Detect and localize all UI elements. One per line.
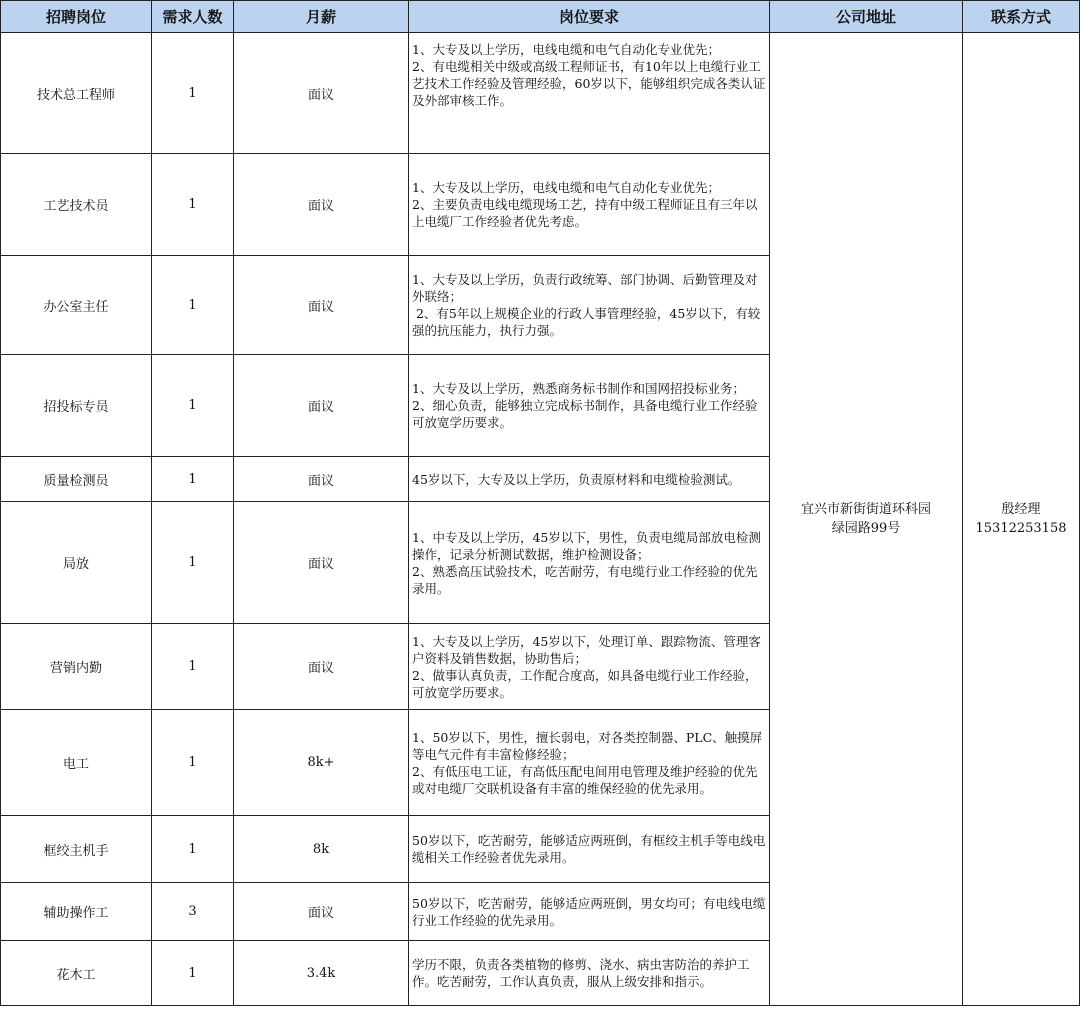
count-cell: 1 [152, 154, 234, 256]
header-count: 需求人数 [152, 1, 234, 33]
position-cell: 质量检测员 [1, 457, 152, 502]
salary-cell: 面议 [234, 154, 409, 256]
requirements-cell: 1、大专及以上学历，负责行政统筹、部门协调、后勤管理及对外联络； 2、有5年以上规模企业的行政人事管理经验，45岁以下，有较强的抗压能力，执行力强。 [409, 256, 770, 355]
header-contact: 联系方式 [963, 1, 1080, 33]
contact-info [963, 33, 1080, 1006]
count-cell: 1 [152, 816, 234, 883]
count-cell: 1 [152, 624, 234, 710]
salary-cell: 8k+ [234, 710, 409, 816]
position-cell: 招投标专员 [1, 355, 152, 457]
salary-cell: 面议 [234, 33, 409, 154]
requirements-cell: 1、大专及以上学历，45岁以下，处理订单、跟踪物流、管理客户资料及销售数据，协助售后； 2、做事认真负责，工作配合度高，如具备电缆行业工作经验，可放宽学历要求。 [409, 624, 770, 710]
header-row [1, 1, 1080, 33]
company-address [770, 33, 963, 1006]
requirements-cell: 学历不限，负责各类植物的修剪、浇水、病虫害防治的养护工作。吃苦耐劳，工作认真负责，服从上级安排和指示。 [409, 941, 770, 1006]
position-cell: 框绞主机手 [1, 816, 152, 883]
salary-cell: 面议 [234, 355, 409, 457]
position-cell: 营销内勤 [1, 624, 152, 710]
count-cell: 1 [152, 941, 234, 1006]
position-cell: 工艺技术员 [1, 154, 152, 256]
requirements-cell: 1、大专及以上学历，电线电缆和电气自动化专业优先； 2、有电缆相关中级或高级工程师证书，有10年以上电缆行业工艺技术工作经验及管理经验，60岁以下，能够组织完成各类认证及外部审核工作。 [409, 33, 770, 154]
requirements-cell: 50岁以下，吃苦耐劳，能够适应两班倒，有框绞主机手等电线电缆相关工作经验者优先录用。 [409, 816, 770, 883]
requirements-cell: 1、中专及以上学历，45岁以下，男性，负责电缆局部放电检测操作，记录分析测试数据，维护检测设备； 2、熟悉高压试验技术，吃苦耐劳，有电缆行业工作经验的优先录用。 [409, 502, 770, 624]
count-cell: 1 [152, 33, 234, 154]
requirements-cell: 1、大专及以上学历，熟悉商务标书制作和国网招投标业务； 2、细心负责，能够独立完成标书制作，具备电缆行业工作经验可放宽学历要求。 [409, 355, 770, 457]
count-cell: 1 [152, 502, 234, 624]
header-requirements: 岗位要求 [409, 1, 770, 33]
salary-cell: 面议 [234, 457, 409, 502]
count-cell: 1 [152, 256, 234, 355]
count-cell: 1 [152, 355, 234, 457]
salary-cell: 面议 [234, 624, 409, 710]
requirements-cell: 1、50岁以下，男性，擅长弱电，对各类控制器、PLC、触摸屏等电气元件有丰富检修经验； 2、有低压电工证，有高低压配电间用电管理及维护经验的优先或对电缆厂交联机设备有丰富的维保经验的优先录用。 [409, 710, 770, 816]
requirements-cell: 45岁以下，大专及以上学历，负责原材料和电缆检验测试。 [409, 457, 770, 502]
salary-cell: 面议 [234, 502, 409, 624]
position-cell: 办公室主任 [1, 256, 152, 355]
address-text: 宜兴市新街街道环科园 绿园路99号 [800, 502, 931, 536]
position-cell: 电工 [1, 710, 152, 816]
position-cell: 局放 [1, 502, 152, 624]
requirements-cell: 50岁以下，吃苦耐劳，能够适应两班倒，男女均可；有电线电缆行业工作经验的优先录用。 [409, 883, 770, 941]
position-cell: 花木工 [1, 941, 152, 1006]
salary-cell: 3.4k [234, 941, 409, 1006]
count-cell: 1 [152, 710, 234, 816]
salary-cell: 面议 [234, 256, 409, 355]
position-cell: 技术总工程师 [1, 33, 152, 154]
header-position: 招聘岗位 [1, 1, 152, 33]
count-cell: 3 [152, 883, 234, 941]
requirements-cell: 1、大专及以上学历，电线电缆和电气自动化专业优先； 2、主要负责电线电缆现场工艺，持有中级工程师证且有三年以上电缆厂工作经验者优先考虑。 [409, 154, 770, 256]
table-row [1, 33, 1080, 154]
salary-cell: 面议 [234, 883, 409, 941]
salary-cell: 8k [234, 816, 409, 883]
count-cell: 1 [152, 457, 234, 502]
position-cell: 辅助操作工 [1, 883, 152, 941]
header-salary: 月薪 [234, 1, 409, 33]
contact-text: 殷经理 15312253158 [975, 502, 1067, 536]
header-address: 公司地址 [770, 1, 963, 33]
